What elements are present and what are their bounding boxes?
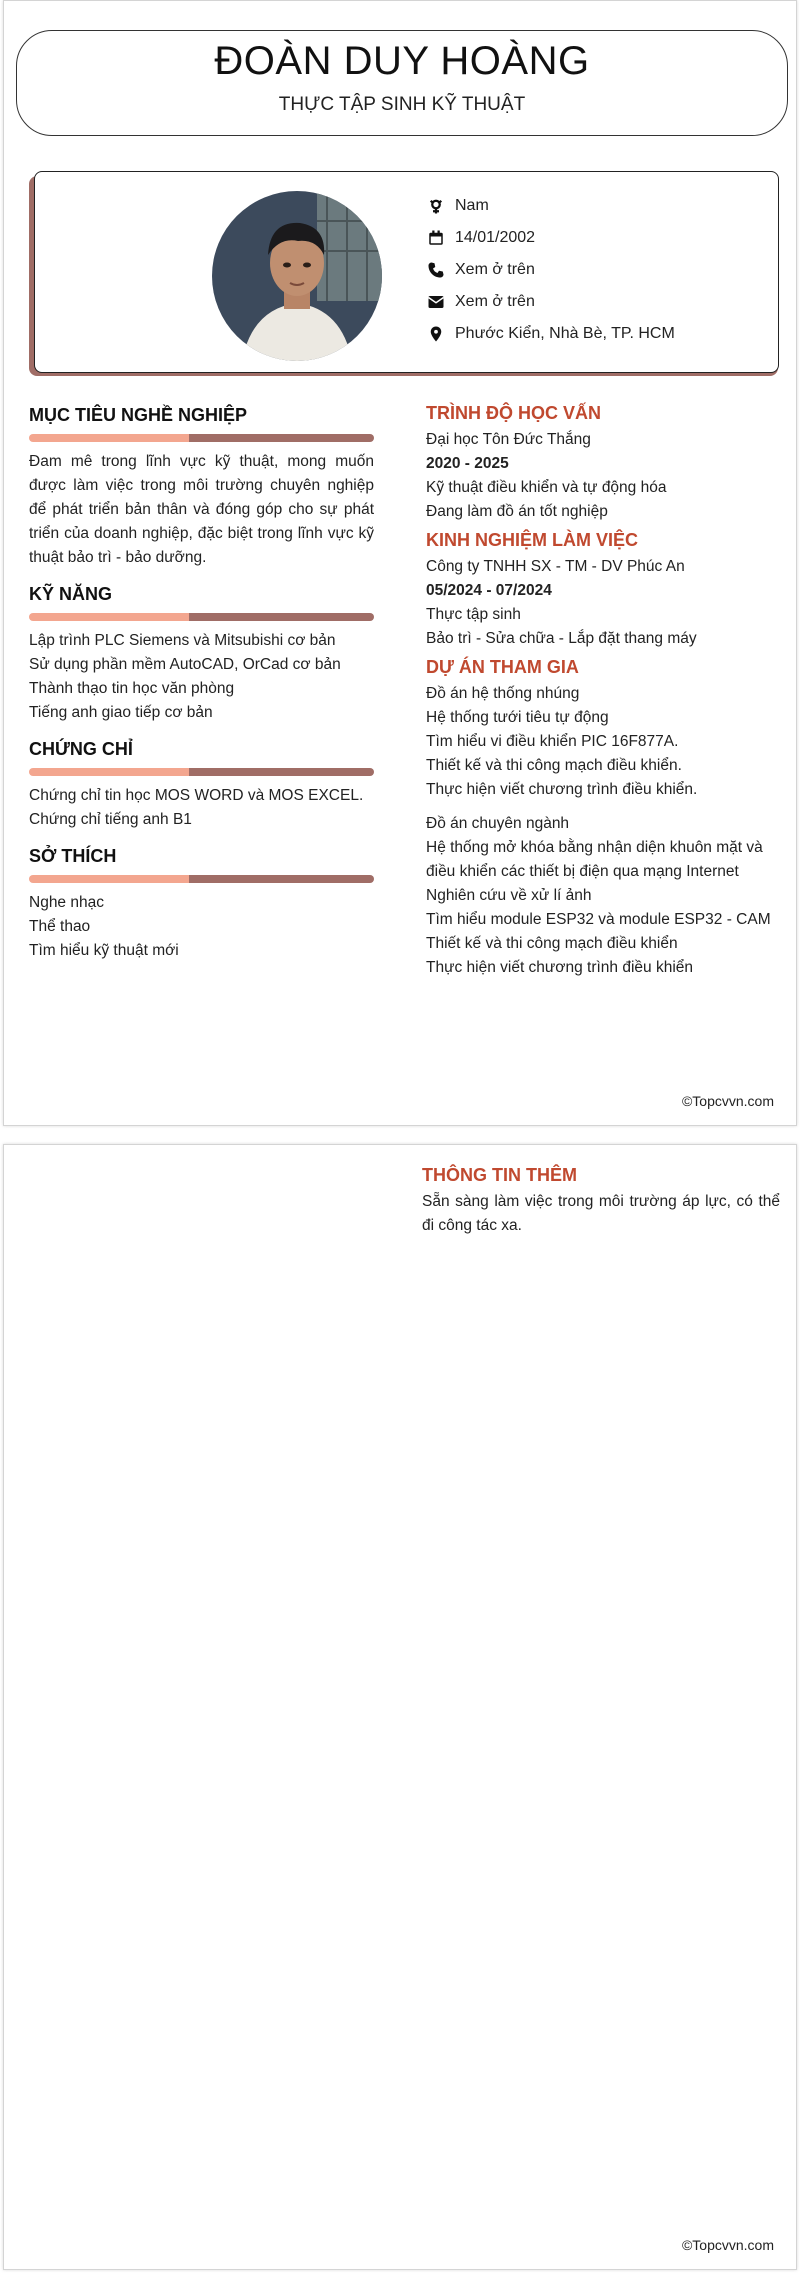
section-title: TRÌNH ĐỘ HỌC VẤN bbox=[426, 403, 601, 423]
info-birthday bbox=[427, 222, 675, 254]
footer-watermark: ©Topcvvn.com bbox=[681, 1093, 774, 1109]
info-text: Xem ở trên bbox=[455, 261, 535, 278]
personal-info-box bbox=[34, 171, 779, 373]
section-title: KỸ NĂNG bbox=[29, 584, 113, 604]
info-text: Nam bbox=[455, 197, 489, 214]
location-icon bbox=[427, 325, 445, 343]
list-item: Thiết kế và thi công mạch điều khiển. bbox=[426, 757, 682, 774]
info-address bbox=[427, 318, 675, 350]
education-status: Đang làm đồ án tốt nghiệp bbox=[426, 503, 608, 520]
education-major: Kỹ thuật điều khiển và tự động hóa bbox=[426, 479, 667, 496]
section-bar bbox=[29, 434, 374, 442]
info-text: Xem ở trên bbox=[455, 293, 535, 310]
list-item: Thể thao bbox=[29, 918, 91, 935]
list-item: Tìm hiểu module ESP32 và module ESP32 - CAM bbox=[426, 911, 771, 928]
experience-section bbox=[426, 530, 781, 651]
list-item: Thực hiện viết chương trình điều khiển. bbox=[426, 781, 698, 798]
list-item: Nghiên cứu về xử lí ảnh bbox=[426, 887, 592, 904]
experience-period: 05/2024 - 07/2024 bbox=[426, 582, 552, 599]
list-item: Chứng chỉ tin học MOS WORD và MOS EXCEL. bbox=[29, 787, 364, 804]
list-item: Tìm hiểu vi điều khiển PIC 16F877A. bbox=[426, 733, 679, 750]
education-school: Đại học Tôn Đức Thắng bbox=[426, 431, 591, 448]
info-email bbox=[427, 286, 675, 318]
extra-info-text: Sẵn sàng làm việc trong môi trường áp lực, có thể đi công tác xa. bbox=[422, 1193, 780, 1234]
experience-task: Bảo trì - Sửa chữa - Lắp đặt thang máy bbox=[426, 630, 697, 647]
gender-icon bbox=[427, 197, 445, 215]
hobbies-section bbox=[29, 846, 374, 963]
cv-page-1 bbox=[3, 0, 797, 1126]
info-gender bbox=[427, 190, 675, 222]
section-title: MỤC TIÊU NGHỀ NGHIỆP bbox=[29, 405, 248, 425]
experience-position: Thực tập sinh bbox=[426, 606, 521, 623]
education-section bbox=[426, 403, 781, 524]
info-text: 14/01/2002 bbox=[455, 229, 536, 246]
list-item: Sử dụng phần mềm AutoCAD, OrCad cơ bản bbox=[29, 656, 341, 673]
section-bar bbox=[29, 875, 374, 883]
email-icon bbox=[427, 293, 445, 311]
section-title: THÔNG TIN THÊM bbox=[422, 1165, 577, 1185]
candidate-role: THỰC TẬP SINH KỸ THUẬT bbox=[278, 94, 526, 115]
section-title: KINH NGHIỆM LÀM VIỆC bbox=[426, 530, 639, 550]
list-item: Đồ án hệ thống nhúng bbox=[426, 685, 580, 702]
candidate-name: ĐOÀN DUY HOÀNG bbox=[214, 39, 590, 83]
certificates-section bbox=[29, 739, 374, 832]
projects-section bbox=[426, 657, 781, 980]
extra-info-section bbox=[422, 1161, 780, 1238]
list-item: Hệ thống tưới tiêu tự động bbox=[426, 709, 609, 726]
objective-section bbox=[29, 405, 374, 570]
info-text: Phước Kiển, Nhà Bè, TP. HCM bbox=[455, 325, 675, 342]
list-item: Thực hiện viết chương trình điều khiển bbox=[426, 959, 694, 976]
list-item: Đồ án chuyên ngành bbox=[426, 815, 570, 832]
list-item: Thiết kế và thi công mạch điều khiển bbox=[426, 935, 678, 952]
education-period: 2020 - 2025 bbox=[426, 455, 509, 472]
section-title: DỰ ÁN THAM GIA bbox=[426, 657, 579, 677]
list-item: Chứng chỉ tiếng anh B1 bbox=[29, 811, 192, 828]
list-item: Thành thạo tin học văn phòng bbox=[29, 680, 235, 697]
info-list bbox=[427, 190, 675, 350]
avatar bbox=[212, 191, 382, 361]
list-item: Nghe nhạc bbox=[29, 894, 104, 911]
section-title: CHỨNG CHỈ bbox=[29, 739, 133, 759]
section-bar bbox=[29, 613, 374, 621]
calendar-icon bbox=[427, 229, 445, 247]
list-item: Lập trình PLC Siemens và Mitsubishi cơ bản bbox=[29, 632, 336, 649]
right-column bbox=[426, 399, 781, 980]
header-box bbox=[16, 30, 788, 136]
footer-watermark: ©Topcvvn.com bbox=[681, 2237, 774, 2253]
cv-page-2 bbox=[3, 1144, 797, 2270]
info-phone bbox=[427, 254, 675, 286]
skills-section bbox=[29, 584, 374, 725]
objective-text: Đam mê trong lĩnh vực kỹ thuật, mong muốn được làm việc trong môi trường chuyên nghiệp để phát triển bản thân và đóng góp cho sự phát triển của doanh nghiệp, đặc biệt trong lĩnh vực kỹ thuật bảo trì - bảo dưỡng. bbox=[29, 453, 374, 566]
list-item: Hệ thống mở khóa bằng nhận diện khuôn mặt và điều khiển các thiết bị điện qua mạng Internet bbox=[426, 839, 763, 880]
list-item: Tìm hiểu kỹ thuật mới bbox=[29, 942, 179, 959]
phone-icon bbox=[427, 261, 445, 279]
experience-company: Công ty TNHH SX - TM - DV Phúc An bbox=[426, 558, 685, 575]
section-bar bbox=[29, 768, 374, 776]
section-title: SỞ THÍCH bbox=[29, 846, 117, 866]
left-column bbox=[29, 401, 374, 969]
list-item: Tiếng anh giao tiếp cơ bản bbox=[29, 704, 213, 721]
